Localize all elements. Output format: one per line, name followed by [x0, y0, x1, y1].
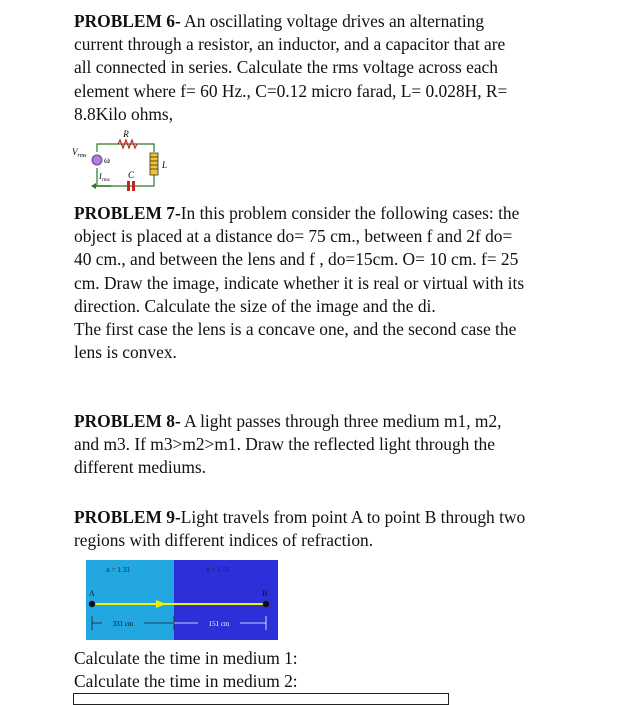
problem-9-line [74, 506, 596, 529]
point-a-marker [89, 601, 95, 607]
refraction-figure [86, 560, 278, 640]
point-a-label: A [89, 589, 95, 598]
problem-7-text: In this problem consider the following cases: the [180, 203, 520, 223]
problem-6-line: all connected in series. Calculate the rms voltage across each [74, 57, 498, 78]
problem-6-text: An oscillating voltage drives an alternating [184, 11, 485, 31]
inductor-label: L [162, 160, 168, 170]
n1-label: n = 1.33 [106, 566, 130, 574]
omega-label: ω [104, 155, 110, 165]
problem-9-line: regions with different indices of refraction. [74, 530, 374, 551]
problem-6 [74, 10, 596, 126]
problem-7-heading: PROBLEM 7- [74, 203, 181, 223]
problem-7-line: direction. Calculate the size of the image and the di. [74, 295, 436, 316]
capacitor-label: C [127, 170, 135, 180]
problem-8-line [74, 410, 596, 433]
length-1-label: 331 cm [112, 620, 134, 628]
problem-9 [74, 506, 596, 552]
problem-6-line: element where f= 60 Hz., C=0.12 micro farad, L= 0.028H, R= [74, 80, 508, 101]
problem-8-line: different mediums. [74, 457, 207, 478]
capacitor-symbol [132, 181, 135, 191]
question-medium-2: Calculate the time in medium 2: [74, 671, 298, 691]
circuit-wire [97, 144, 154, 152]
problem-9-text: Light travels from point A to point B through two [180, 507, 526, 527]
problem-7-line: 40 cm., and between the lens and f , do=15cm. O= 10 cm. f= 25 [74, 249, 519, 270]
current-arrow-head [91, 183, 96, 189]
length-2-label: 151 cm [208, 620, 230, 628]
problem-6-heading: PROBLEM 6- [74, 11, 181, 31]
vrms-label: $V_{rms}$ [72, 147, 87, 159]
problem-7-line: object is placed at a distance do= 75 cm., between f and 2f do= [74, 226, 513, 247]
question-medium-1: Calculate the time in medium 1: [74, 648, 298, 668]
problem-7-line: cm. Draw the image, indicate whether it is real or virtual with its [74, 272, 525, 293]
problem-7-line: The first case the lens is a concave one, and the second case the [74, 319, 517, 340]
problem-7 [74, 202, 596, 364]
resistor-label: R [123, 129, 129, 139]
point-b-marker [263, 601, 269, 607]
problem-7-line [74, 202, 596, 225]
medium-1-region [86, 560, 174, 640]
problem-8-text: A light passes through three medium m1, m2, [184, 411, 502, 431]
capacitor-symbol [127, 181, 130, 191]
problem-8-heading: PROBLEM 8- [74, 411, 181, 431]
n2-label: n = 1.51 [206, 566, 230, 574]
voltage-source-symbol [92, 155, 102, 165]
problem-8 [74, 410, 596, 480]
irms-label: $I_{rms}$ [99, 172, 110, 183]
problem-8-line: and m3. If m3>m2>m1. Draw the reflected light through the [74, 434, 495, 455]
problem-6-line: 8.8Kilo ohms, [74, 103, 174, 124]
problem-7-line: lens is convex. [74, 342, 177, 363]
inductor-symbol [150, 153, 158, 175]
problem-6-line: current through a resistor, an inductor, and a capacitor that are [74, 34, 506, 55]
answer-box[interactable] [73, 693, 449, 705]
problem-6-line [74, 10, 596, 33]
rlc-circuit-diagram [66, 128, 186, 196]
point-b-label: B [262, 589, 268, 598]
problem-9-heading: PROBLEM 9- [74, 507, 181, 527]
